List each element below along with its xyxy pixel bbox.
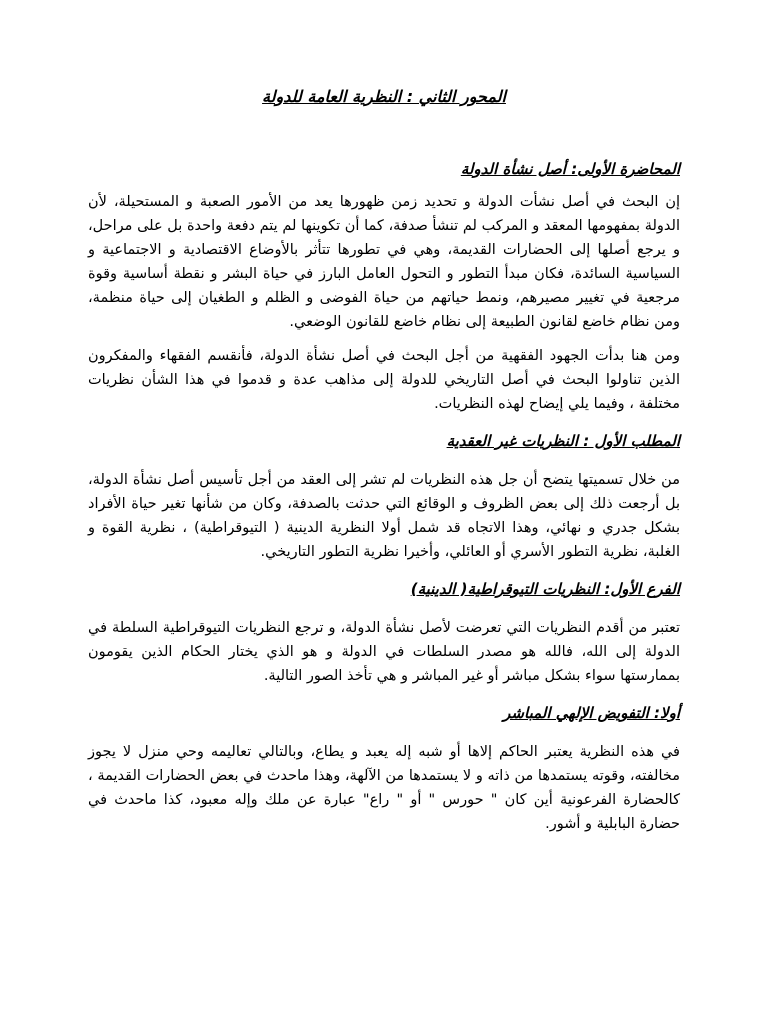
page-title: المحور الثاني : النظرية العامة للدولة [262,87,506,106]
paragraph-jurisprudence-efforts: ومن هنا بدأت الجهود الفقهية من أجل البحث في أصل نشأة الدولة، فأنقسم الفقهاء والمفكرون الذين تناولوا البحث في أصل التاريخي للدولة إلى مذاهب عدة و قدموا في هذا الشأن نظريات مختلفة ، وفيما يلي إيضاح لهذه النظريات. [88,348,680,412]
point-heading-direct-divine-mandate: أولا: التفويض الإلهي المباشر [503,704,680,722]
paragraph-theocratic-theories: تعتبر من أقدم النظريات التي تعرضت لأصل نشأة الدولة، و ترجع النظريات التيوقراطية السلطة في الدولة إلى الله، فالله هو مصدر السلطات في الدولة و هو الذي يختار الحكام الذين يقومون بممارستها سواء بشكل مباشر أو غير المباشر و هي تأخذ الصور التالية. [88,620,680,684]
branch-heading-theocratic: الفرع الأول: النظريات التيوقراطية( الدينية) [410,580,680,598]
paragraph-direct-divine-mandate: في هذه النظرية يعتبر الحاكم إلاها أو شبه إله يعبد و يطاع، وبالتالي تعاليمه وحي منزل لا يجوز مخالفته، وقوته يستمدها من ذاته و لا يستمدها من الآلهة، وهذا ماحدث في بعض الحضارات القديمة ، كالحضارة الفرعونية أين كان " حورس " أو " راع" عبارة عن ملك وإله معبود، كذا ماحدث في حضارة البابلية و أشور. [88,744,680,832]
paragraph-non-contractual-theories: من خلال تسميتها يتضح أن جل هذه النظريات لم تشر إلى العقد من أجل تأسيس أصل نشأة الدولة، بل أرجعت ذلك إلى بعض الظروف و الوقائع التي حدثت بالصدفة، وكان من شأنها تغير حياة الأفراد بشكل جدري و نهائي، وهذا الاتجاه قد شمل أولا النظرية الدينية ( التيوقراطية) ، نظرية القوة و الغلبة، نظرية التطور الأسري أو العائلي، وأخيرا نظرية التطور التاريخي. [88,472,680,560]
paragraph-origin-of-state: إن البحث في أصل نشأت الدولة و تحديد زمن ظهورها يعد من الأمور الصعبة و المستحيلة، لأن الدولة بمفهومها المعقد و المركب لم تنشأ صدفة، كما أن تكوينها لم يتم دفعة واحدة بل على مراحل، و يرجع أصلها إلى الحضارات القديمة، وهي في تطورها تتأثر بالأوضاع الاقتصادية و الاجتماعية و السياسية السائدة، فكان مبدأ التطور و التحول العامل البارز في حياة البشر و نقطة أساسية وقوة مرجعية في تغيير مصيرهم، ونمط حياتهم من حياة الفوضى و الظلم و الطغيان إلى حياة منظمة، ومن نظام خاضع لقانون الطبيعة إلى نظام خاضع للقانون الوضعي. [88,194,680,330]
lecture-heading: المحاضرة الأولى: أصل نشأة الدولة [460,160,680,178]
section-heading-non-contractual: المطلب الأول : النظريات غير العقدية [446,432,680,450]
